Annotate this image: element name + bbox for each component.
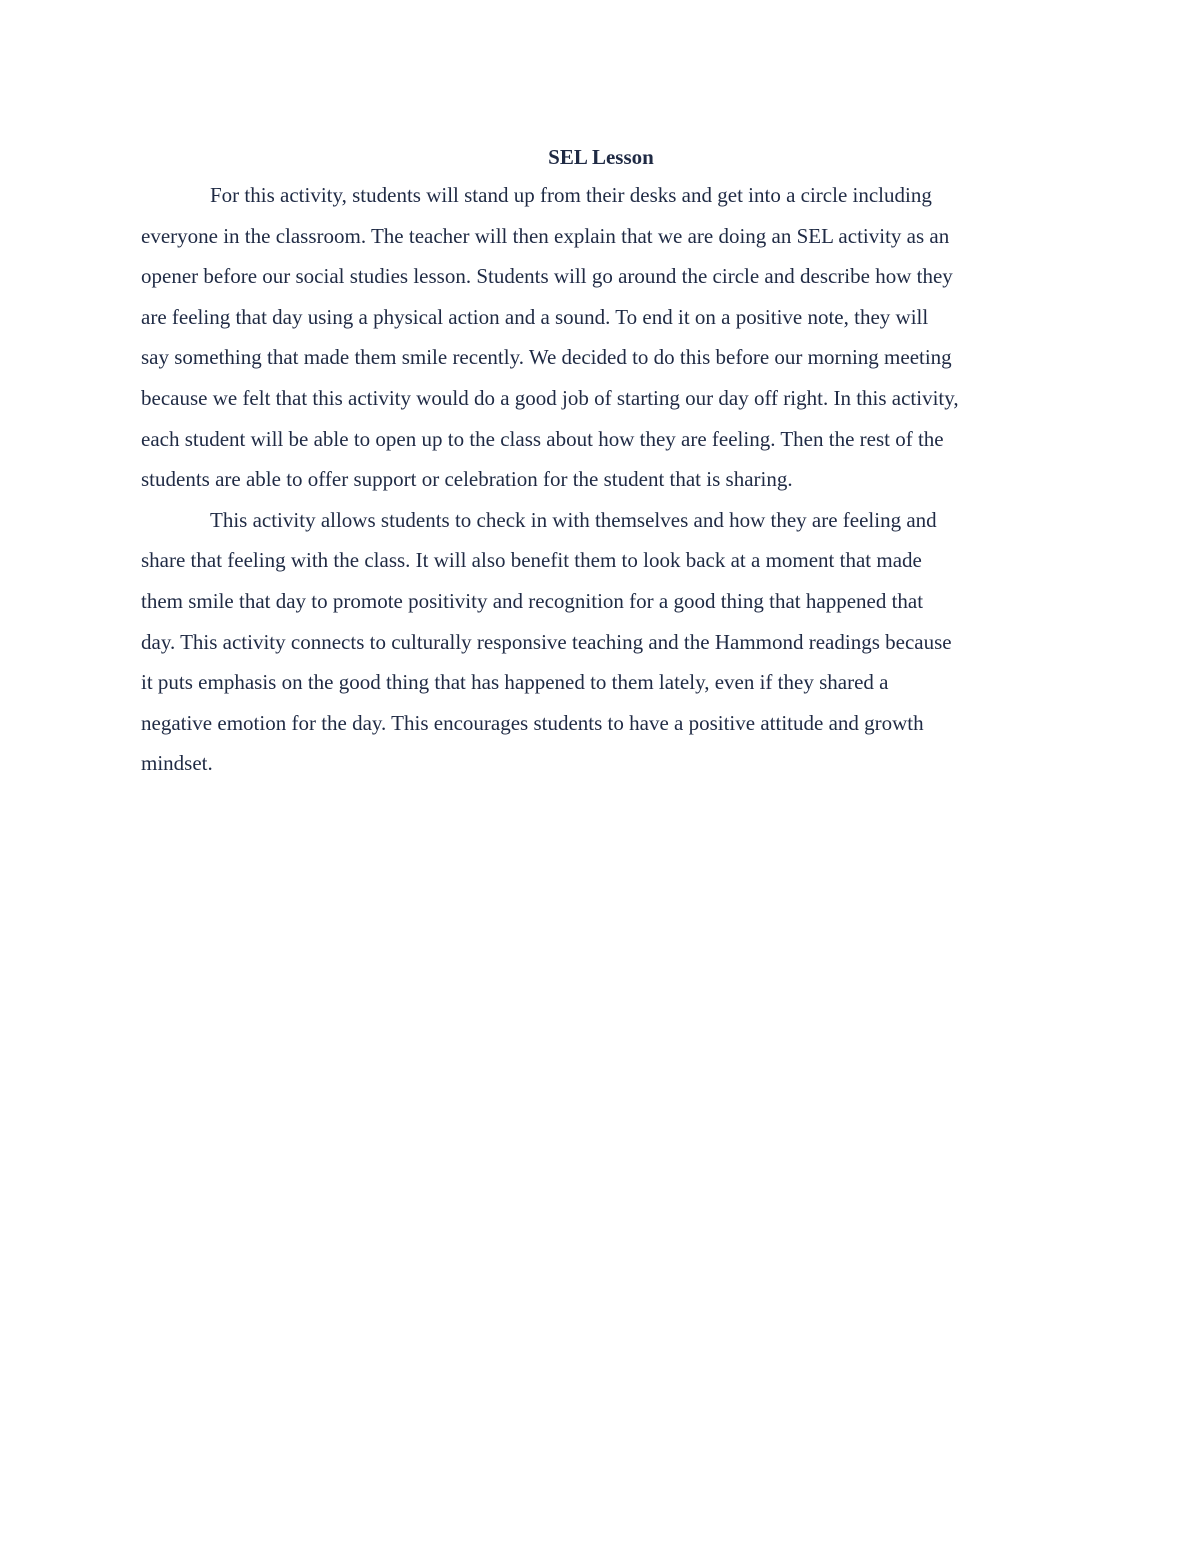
paragraph-2-line: it puts emphasis on the good thing that has happened to them lately, even if they shared a [141,670,889,695]
paragraph-1-line: are feeling that day using a physical action and a sound. To end it on a positive note, they will [141,304,929,329]
paragraph-1-line: say something that made them smile recently. We decided to do this before our morning meeting [141,345,952,370]
paragraph-1-line: opener before our social studies lesson. Students will go around the circle and describe how they [141,264,953,289]
paragraph-2-line: day. This activity connects to culturally responsive teaching and the Hammond readings because [141,629,952,654]
paragraph-1-line: because we felt that this activity would do a good job of starting our day off right. In this activity, [141,385,959,410]
paragraph-2-line: share that feeling with the class. It will also benefit them to look back at a moment that made [141,548,922,573]
paragraph-1 [141,175,1061,500]
document-body [141,139,1061,784]
paragraph-1-line: students are able to offer support or celebration for the student that is sharing. [141,467,793,492]
paragraph-1-line: everyone in the classroom. The teacher will then explain that we are doing an SEL activity as an [141,223,950,248]
paragraph-1-line: For this activity, students will stand up from their desks and get into a circle including [210,183,932,207]
paragraph-2-line: them smile that day to promote positivity and recognition for a good thing that happened that [141,588,924,613]
paragraph-2-line: This activity allows students to check in with themselves and how they are feeling and [210,507,937,532]
paragraph-1-line: each student will be able to open up to the class about how they are feeling. Then the rest of the [141,426,944,451]
paragraph-2-line: negative emotion for the day. This encourages students to have a positive attitude and growth [141,710,924,735]
paragraph-2-line: mindset. [141,751,213,776]
document-title: SEL Lesson [548,145,654,169]
paragraph-2 [141,500,1061,784]
